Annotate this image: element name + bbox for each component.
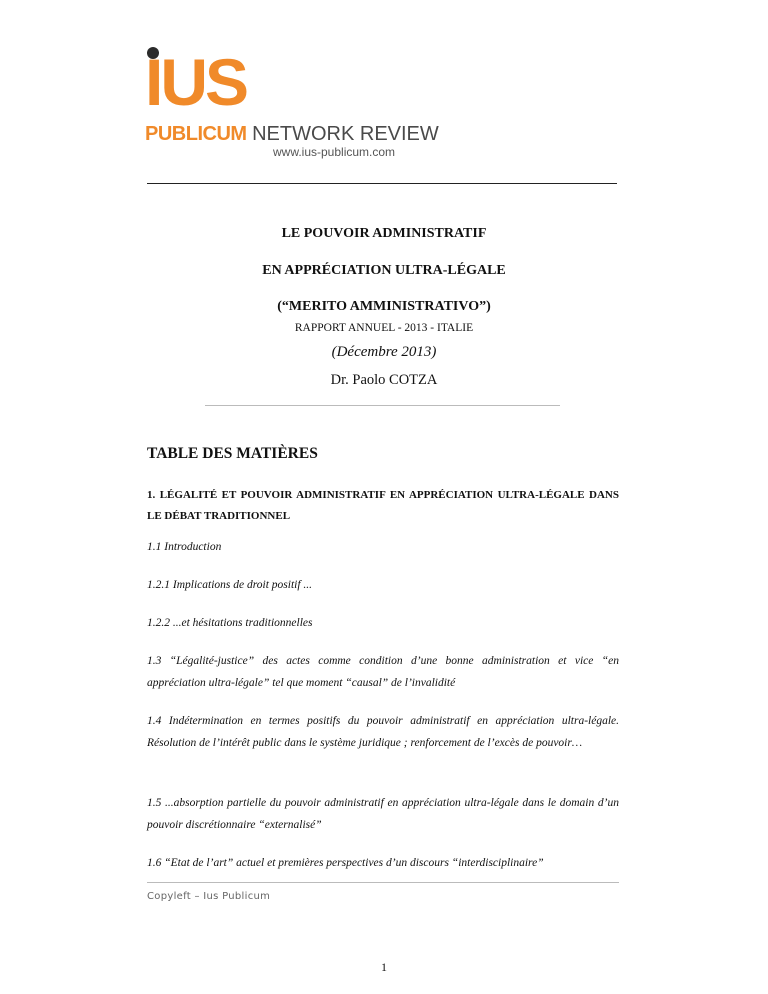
title-line-2: EN APPRÉCIATION ULTRA-LÉGALE bbox=[262, 263, 506, 278]
logo-subtitle bbox=[145, 123, 439, 145]
report-date: (Décembre 2013) bbox=[331, 344, 437, 360]
toc-entry: 1.2.2 ...et hésitations traditionnelles bbox=[147, 617, 313, 629]
logo-publicum-text: PUBLICUM bbox=[145, 123, 247, 145]
title-line-3: (“MERITO AMMINISTRATIVO”) bbox=[277, 299, 491, 314]
logo-url: www.ius-publicum.com bbox=[273, 145, 396, 159]
title-line-1: LE POUVOIR ADMINISTRATIF bbox=[281, 226, 487, 241]
toc-entry: 1.4 Indétermination en termes positifs du pouvoir administratif en appréciation ultra-légale. Résolution de l’intérêt public dans le système juridique ; renforcement de l’excès de pouvoir… bbox=[147, 715, 619, 749]
toc-entry: 1.6 “Etat de l’art” actuel et premières perspectives d’un discours “interdisciplinaire” bbox=[147, 857, 544, 869]
footer-divider bbox=[147, 882, 619, 883]
author-name: Dr. Paolo COTZA bbox=[330, 372, 438, 388]
toc-entry: 1.3 “Légalité-justice” des actes comme condition d’une bonne administration et vice “en appréciation ultra-légale” tel que moment “causal” de l’invalidité bbox=[147, 655, 619, 689]
toc-entry: 1.5 ...absorption partielle du pouvoir administratif en appréciation ultra-légale dans le domain d’un pouvoir discrétionnaire “externalisé” bbox=[147, 797, 619, 831]
logo-network-review-text: NETWORK REVIEW bbox=[246, 123, 439, 145]
footer-copyleft: Copyleft – Ius Publicum bbox=[147, 891, 271, 902]
ius-publicum-logo bbox=[145, 45, 445, 160]
report-label: RAPPORT ANNUEL - 2013 - ITALIE bbox=[294, 322, 474, 334]
toc-heading: TABLE DES MATIÈRES bbox=[147, 445, 318, 462]
header-divider bbox=[147, 183, 617, 184]
toc-entry: 1.1 Introduction bbox=[147, 541, 222, 553]
toc-entry: 1.2.1 Implications de droit positif ... bbox=[147, 579, 313, 591]
toc-section-1: 1. LÉGALITÉ ET POUVOIR ADMINISTRATIF EN APPRÉCIATION ULTRA-LÉGALE DANS LE DÉBAT TRADITIONNEL bbox=[147, 489, 619, 522]
logo-ius-text: IUS bbox=[145, 45, 247, 119]
page-number: 1 bbox=[381, 960, 387, 974]
title-divider bbox=[205, 405, 560, 406]
